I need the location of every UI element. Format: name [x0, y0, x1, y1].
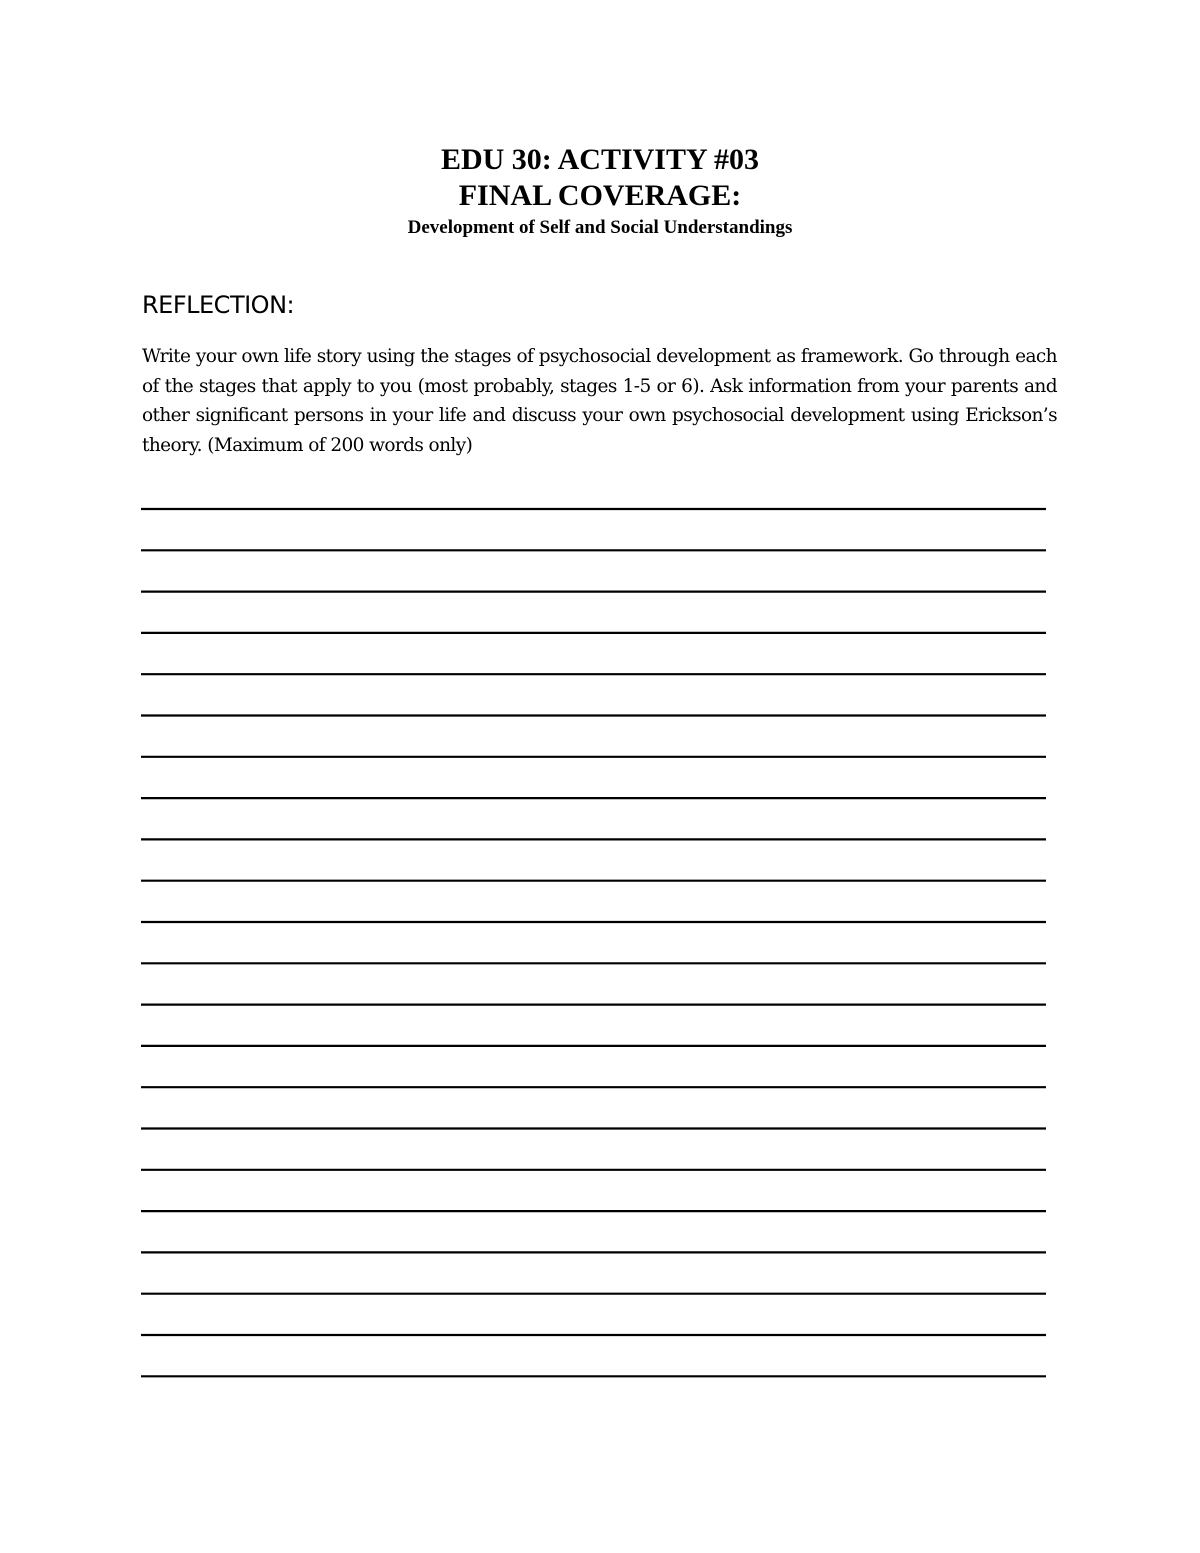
- topic-subtitle: Development of Self and Social Understandings: [407, 217, 793, 238]
- instructions-paragraph: Write your own life story using the stages of psychosocial development as framework. Go through each of the stages that apply to you (most probably, stages 1-5 or 6). Ask information from your parents and other significant persons in your life and discuss your own psychosocial development using Erickson’s theory. (Maximum of 200 words only): [142, 346, 1057, 456]
- coverage-title: FINAL COVERAGE:: [458, 179, 742, 212]
- answer-lines-svg: [141, 507, 1046, 1387]
- activity-title: EDU 30: ACTIVITY #03: [440, 143, 760, 176]
- section-heading: REFLECTION:: [142, 291, 295, 319]
- answer-lines[interactable]: [141, 507, 1046, 1387]
